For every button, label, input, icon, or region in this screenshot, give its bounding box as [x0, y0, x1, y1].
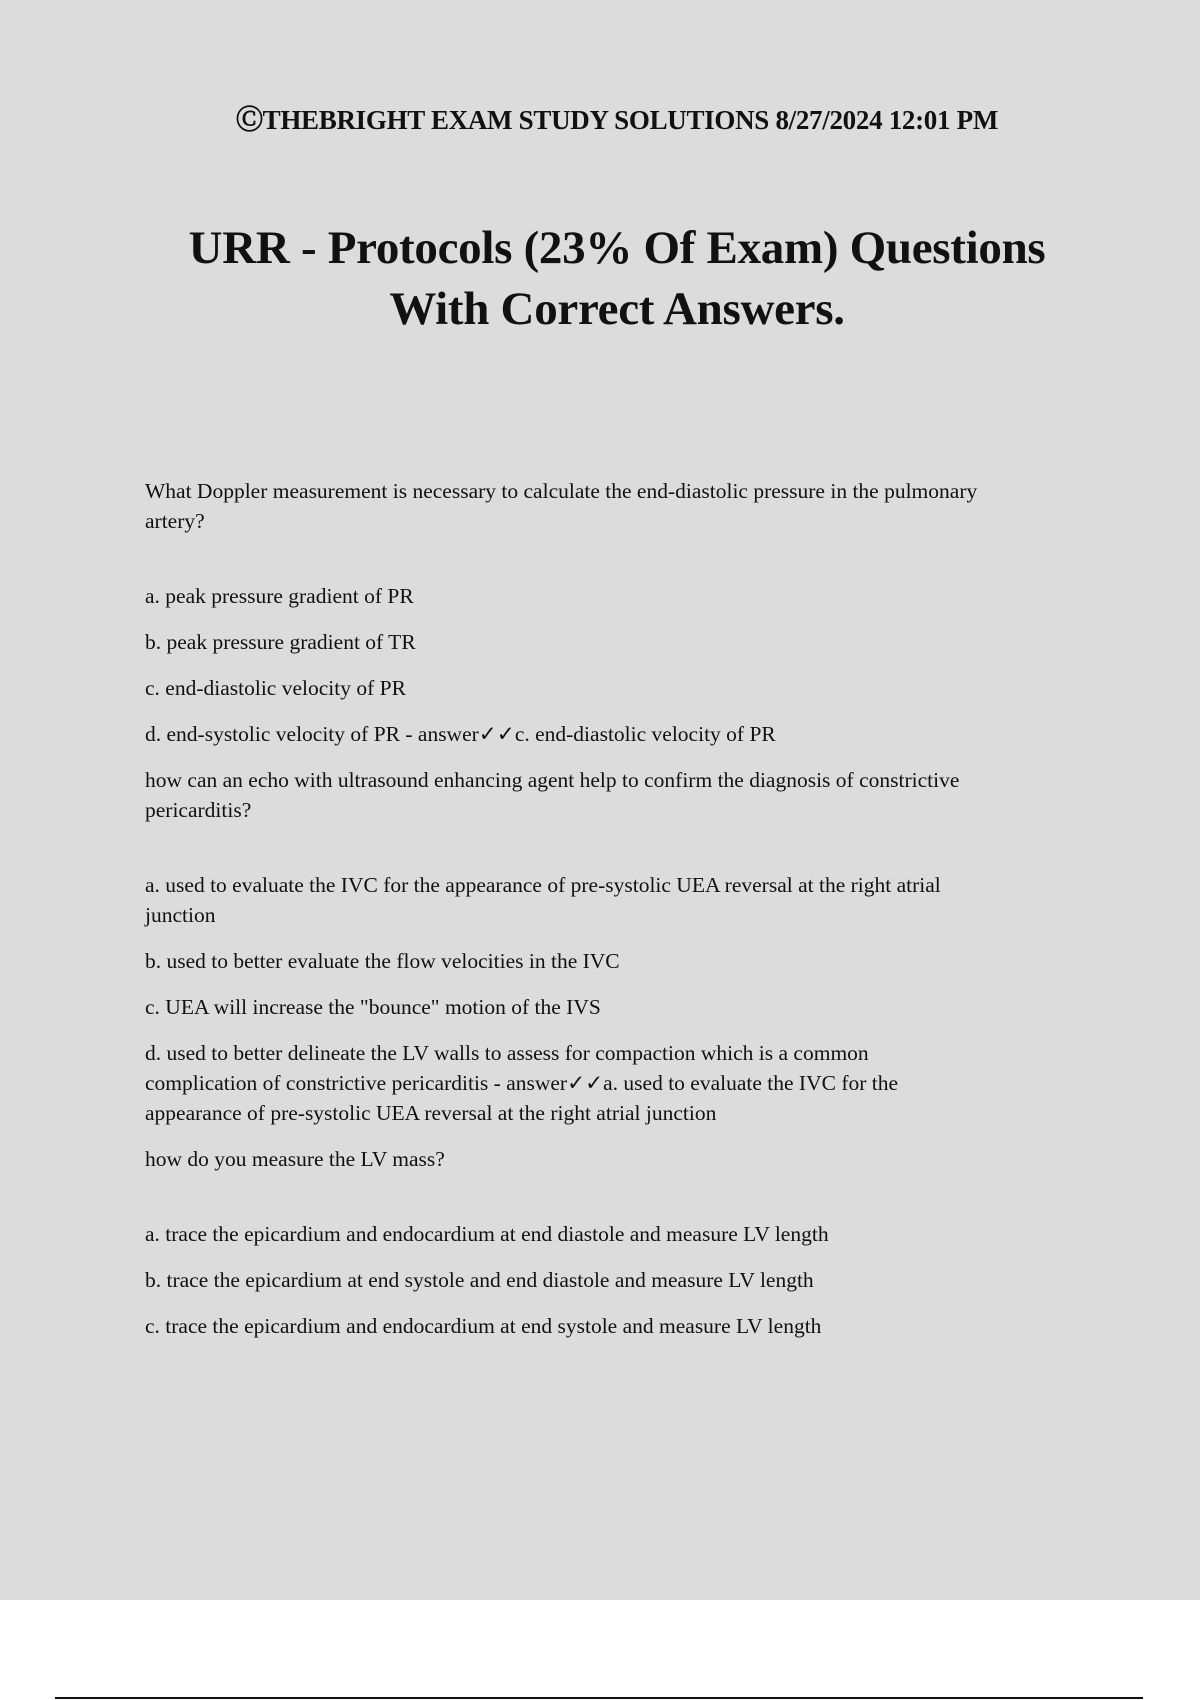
document-title — [0, 218, 1200, 340]
answer-option: c. trace the epicardium and endocardium at end systole and measure LV length — [145, 1314, 822, 1338]
answer-option: a. trace the epicardium and endocardium at end diastole and measure LV length — [145, 1222, 829, 1246]
answer-option-with-answer: d. used to better delineate the LV walls to assess for compaction which is a common complication of constrictive pericarditis - answer✓✓a. used to evaluate the IVC for the appearance of pre-systolic UEA reversal at the right atrial junction — [145, 1041, 899, 1125]
question-text: how can an echo with ultrasound enhancing agent help to confirm the diagnosis of constrictive pericarditis? — [145, 768, 960, 822]
question-text: What Doppler measurement is necessary to calculate the end-diastolic pressure in the pulmonary artery? — [145, 479, 978, 533]
page-header: ⒸTHEBRIGHT EXAM STUDY SOLUTIONS 8/27/2024 12:01 PM — [235, 105, 999, 135]
questions-content — [145, 476, 1090, 1341]
answer-option: a. peak pressure gradient of PR — [145, 584, 414, 608]
answer-option: b. trace the epicardium at end systole and end diastole and measure LV length — [145, 1268, 814, 1292]
title-line-2: With Correct Answers. — [389, 283, 845, 335]
title-line-1: URR - Protocols (23% Of Exam) Questions — [188, 222, 1046, 274]
question-text: how do you measure the LV mass? — [145, 1147, 445, 1171]
answer-option: b. used to better evaluate the flow velocities in the IVC — [145, 949, 620, 973]
answer-option: b. peak pressure gradient of TR — [145, 630, 416, 654]
answer-option: c. UEA will increase the "bounce" motion of the IVS — [145, 995, 601, 1019]
answer-option: c. end-diastolic velocity of PR — [145, 676, 406, 700]
footer-rule — [55, 1697, 1143, 1699]
answer-option-with-answer: d. end-systolic velocity of PR - answer✓✓c. end-diastolic velocity of PR — [145, 722, 776, 746]
answer-option: a. used to evaluate the IVC for the appearance of pre-systolic UEA reversal at the right atrial junction — [145, 873, 941, 927]
